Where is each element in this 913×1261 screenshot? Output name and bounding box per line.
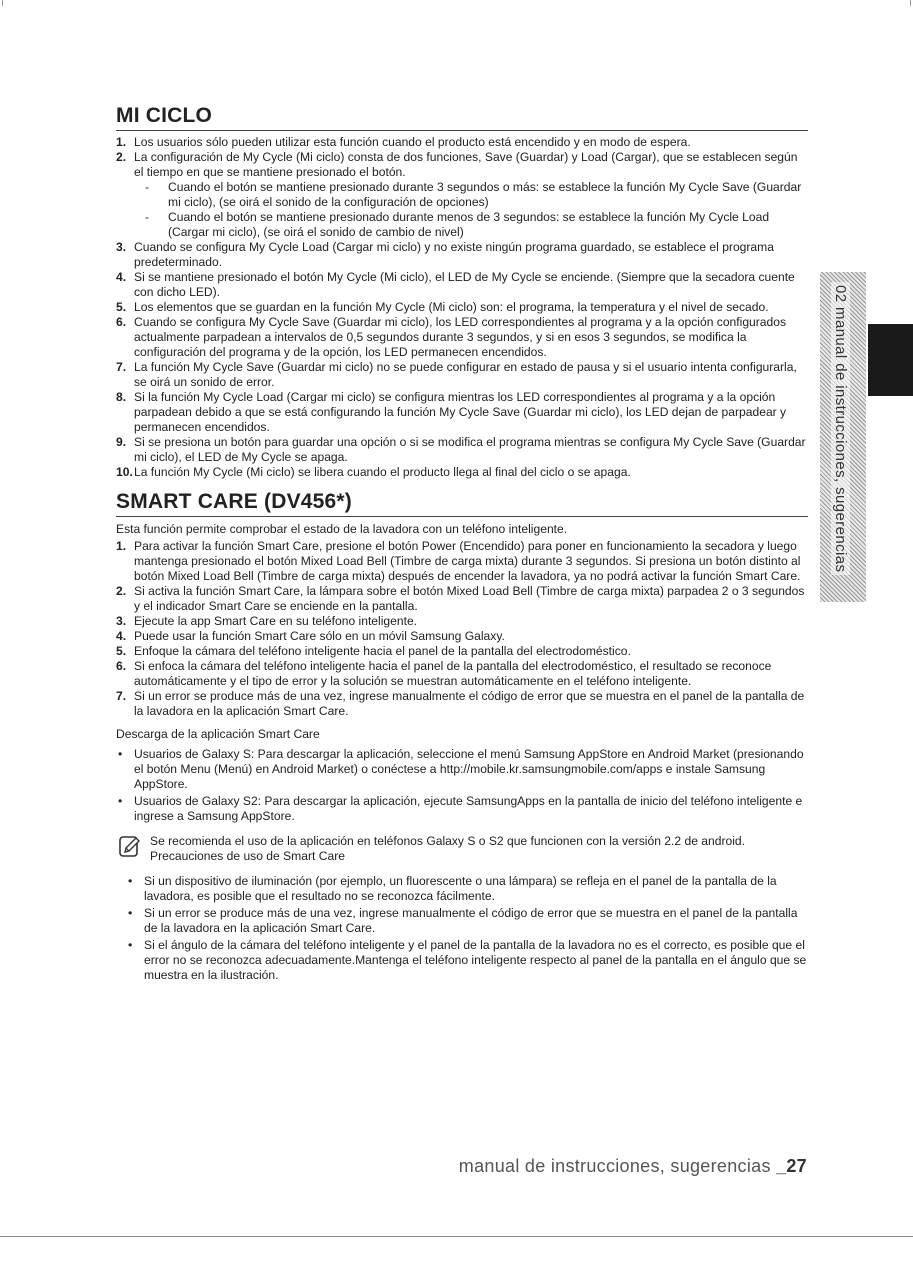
sub-list-item: - Cuando el botón se mantiene presionado durante menos de 3 segundos: se establece la función My Cycle Load (Cargar mi ciclo), (se oirá el sonido de cambio de nivel) bbox=[145, 210, 770, 239]
crop-mark bbox=[2, 0, 3, 6]
note-subheading: Precauciones de uso de Smart Care bbox=[150, 849, 345, 863]
page-footer bbox=[459, 1156, 807, 1177]
list-item: 6. Si enfoca la cámara del teléfono inteligente hacia el panel de la pantalla del electrodoméstico, el resultado se reconoce automáticamente y el tipo de error y la solución se muestran automáticamente en el teléfono inteligente. bbox=[116, 659, 772, 688]
section-intro: Esta función permite comprobar el estado de la lavadora con un teléfono inteligente. bbox=[116, 522, 568, 536]
numbered-list bbox=[116, 539, 808, 719]
precautions-list bbox=[116, 874, 808, 983]
list-item: • Si un dispositivo de iluminación (por ejemplo, un fluorescente o una lámpara) se refleja en el panel de la pantalla de la lavadora, es posible que el resultado no se reconozca fácilmente. bbox=[128, 874, 777, 903]
list-item: 8. Si la función My Cycle Load (Cargar mi ciclo) se configura mientras los LED correspondientes al programa y a la opción parpadean debido a que se está configurando la función My Cycle Save (Guardar mi ciclo), los LED dejan de parpadear y permanecen encendidos. bbox=[116, 390, 787, 434]
section-tab-marker bbox=[868, 324, 913, 396]
sub-list bbox=[134, 180, 808, 240]
list-item: 7. Si un error se produce más de una vez, ingrese manualmente el código de error que se muestra en el panel de la pantalla de la lavadora en la aplicación Smart Care. bbox=[116, 689, 805, 718]
list-item: 3. Cuando se configura My Cycle Load (Cargar mi ciclo) y no existe ningún programa guardado, se establece el programa predeterminado. bbox=[116, 240, 774, 269]
sub-list-item: - Cuando el botón se mantiene presionado durante 3 segundos o más: se establece la función My Cycle Save (Guardar mi ciclo), (se oirá el sonido de la configuración de opciones) bbox=[145, 180, 802, 209]
bottom-rule bbox=[0, 1236, 913, 1237]
section-mi-ciclo bbox=[116, 104, 808, 480]
list-item: 5. Los elementos que se guardan en la función My Cycle (Mi ciclo) son: el programa, la temperatura y el nivel de secado. bbox=[116, 300, 769, 314]
note-text: Se recomienda el uso de la aplicación en teléfonos Galaxy S o S2 que funcionen con la versión 2.2 de android. bbox=[150, 834, 745, 848]
list-item: 7. La función My Cycle Save (Guardar mi ciclo) no se puede configurar en estado de pausa y si el usuario intenta configurarla, se oirá un sonido de error. bbox=[116, 360, 797, 389]
crop-mark bbox=[910, 0, 911, 6]
list-item: • Si un error se produce más de una vez, ingrese manualmente el código de error que se muestra en el panel de la pantalla de la lavadora en la aplicación Smart Care. bbox=[128, 906, 798, 935]
page-content bbox=[116, 104, 808, 985]
list-item: 1. Los usuarios sólo pueden utilizar esta función cuando el producto está encendido y en modo de espera. bbox=[116, 135, 691, 149]
list-item: 4. Puede usar la función Smart Care sólo en un móvil Samsung Galaxy. bbox=[116, 629, 505, 643]
page-number: _27 bbox=[776, 1156, 807, 1176]
list-item: 5. Enfoque la cámara del teléfono inteligente hacia el panel de la pantalla del electrodoméstico. bbox=[116, 644, 631, 658]
download-heading: Descarga de la aplicación Smart Care bbox=[116, 727, 320, 741]
note-block bbox=[116, 834, 808, 864]
list-item: 4. Si se mantiene presionado el botón My Cycle (Mi ciclo), el LED de My Cycle se enciende. (Siempre que la secadora cuente con dicho LED). bbox=[116, 270, 795, 299]
section-title: SMART CARE (DV456*) bbox=[116, 490, 808, 517]
footer-text: manual de instrucciones, sugerencias bbox=[458, 1156, 771, 1176]
list-item: • Usuarios de Galaxy S2: Para descargar la aplicación, ejecute SamsungApps en la pantalla de inicio del teléfono inteligente e ingrese a Samsung AppStore. bbox=[118, 794, 803, 823]
list-item: 3. Ejecute la app Smart Care en su teléfono inteligente. bbox=[116, 614, 418, 628]
numbered-list bbox=[116, 135, 808, 480]
list-item: 2. La configuración de My Cycle (Mi ciclo) consta de dos funciones, Save (Guardar) y Load (Cargar), que se establecen según el tiempo en que se mantiene presionado el botón. - Cuando el botón se mantiene presionado durante 3 segundos o más: se establece la función My Cycle Save (Guardar mi ciclo), (se oirá el sonido de la configuración de opciones) - Cuando el botón se mantiene presionado durante menos de 3 segundos: se establece la función My Cycle Load (Cargar mi ciclo), (se oirá el sonido de cambio de nivel) bbox=[116, 150, 808, 240]
list-item: • Si el ángulo de la cámara del teléfono inteligente y el panel de la pantalla de la lavadora no es el correcto, es posible que el error no se reconozca adecuadamente.Mantenga el teléfono inteligente respecto al panel de la pantalla en el ángulo que se muestra en la ilustración. bbox=[128, 938, 807, 982]
list-item: 9. Si se presiona un botón para guardar una opción o si se modifica el programa mientras se configura My Cycle Save (Guardar mi ciclo), el LED de My Cycle se apaga. bbox=[116, 435, 806, 464]
note-pencil-icon bbox=[118, 835, 142, 859]
list-item: 10. La función My Cycle (Mi ciclo) se libera cuando el producto llega al final del ciclo o se apaga. bbox=[116, 465, 631, 479]
bullet-list bbox=[116, 747, 808, 824]
list-item: • Usuarios de Galaxy S: Para descargar la aplicación, seleccione el menú Samsung AppStore en Android Market (presionando el botón Menu (Menú) en Android Market) o conéctese a http://mobile.kr.samsungmobile.com/apps e instale Samsung AppStore. bbox=[118, 747, 804, 791]
section-title: MI CICLO bbox=[116, 104, 808, 131]
list-item: 2. Si activa la función Smart Care, la lámpara sobre el botón Mixed Load Bell (Timbre de carga mixta) parpadea 2 o 3 segundos y el indicador Smart Care se enciende en la pantalla. bbox=[116, 584, 805, 613]
list-item: 1. Para activar la función Smart Care, presione el botón Power (Encendido) para poner en funcionamiento la secadora y luego mantenga presionado el botón Mixed Load Bell (Timbre de carga mixta) durante 3 segundos. Si presiona un botón distinto al botón Mixed Load Bell (Timbre de carga mixta) después de encender la lavadora, ya no podrá activar la función Smart Care. bbox=[116, 539, 801, 583]
section-smart-care bbox=[116, 490, 808, 983]
list-item: 6. Cuando se configura My Cycle Save (Guardar mi ciclo), los LED correspondientes al programa y a la opción configurados actualmente parpadean a intervalos de 0,5 segundos durante 3 segundos, y si en esos 3 segundos, se modifica la configuración del programa y de la opción, los LED permanecen encendidos. bbox=[116, 315, 787, 359]
section-tab-label: 02 manual de instrucciones, sugerencias bbox=[831, 282, 850, 575]
